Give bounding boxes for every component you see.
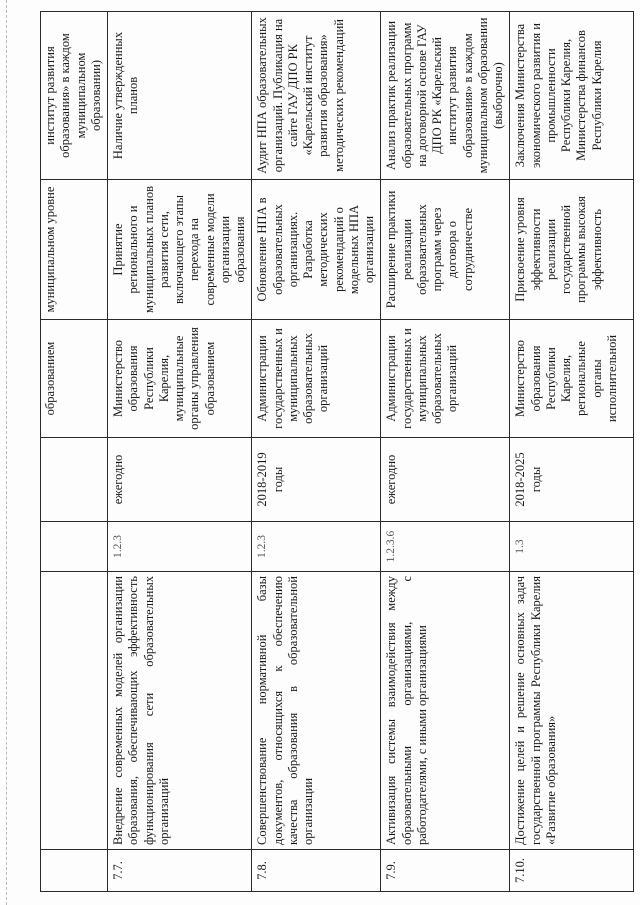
measure-title: Внедрение современных моделей организации образования, обеспечивающих эффективность функционирования сети образовательных организаций	[108, 572, 252, 850]
table-row	[381, 12, 510, 892]
expected-result: Присвоение уровня эффективности реализации государственной программы высокая эффективность	[510, 180, 634, 320]
executor: Министерство образования Республики Карелия, региональные органы исполнительной	[510, 320, 634, 438]
cell-number	[41, 850, 108, 892]
table-row	[108, 12, 252, 892]
task-code: 1.3	[510, 522, 634, 572]
row-number: 7.8.	[252, 850, 381, 892]
deadline: 2018-2019 годы	[252, 438, 381, 522]
measure-title: Совершенствование нормативной базы документов, относящихся к обеспечению качества образования в образовательной организации	[252, 572, 381, 850]
measure-title: Достижение целей и решение основных задач государственной программы Республики Карелия «Развитие образования»	[510, 572, 634, 850]
expected-result: Принятие регионального и муниципальных планов развития сети, включающего этапы перехода на современные модели организации образования	[108, 180, 252, 320]
cell-indicator: институт развития образования» в каждом муниципальном образовании)	[41, 12, 108, 180]
row-number: 7.10.	[510, 850, 634, 892]
expected-result: Обновление НПА в образовательных организациях. Разработка методических рекомендаций о модельных НПА организации	[252, 180, 381, 320]
cell-title	[41, 572, 108, 850]
table-row	[510, 12, 634, 892]
plan-table	[40, 11, 634, 892]
cell-result: муниципальном уровне	[41, 180, 108, 320]
table-row	[252, 12, 381, 892]
rotated-table-wrapper	[40, 12, 619, 892]
executor: Министерство образования Республики Карелия, муниципальные органы управления образованием	[108, 320, 252, 438]
row-number: 7.7.	[108, 850, 252, 892]
row-number: 7.9.	[381, 850, 510, 892]
deadline: ежегодно	[108, 438, 252, 522]
task-code: 1.2.3.6	[381, 522, 510, 572]
table-row-header-continuation	[41, 12, 108, 892]
deadline: ежегодно	[381, 438, 510, 522]
indicator: Наличие утвержденных планов	[108, 12, 252, 180]
indicator: Анализ практик реализации образовательных программ на договорной основе ГАУ ДПО РК «Карельский институт развития образования» в каждом муниципальном образовании (выборочно)	[381, 12, 510, 180]
deadline: 2018-2025 годы	[510, 438, 634, 522]
measure-title: Активизация системы взаимодействия между образовательными организациями, с работодателями, с иными организациями	[381, 572, 510, 850]
cell-term	[41, 438, 108, 522]
task-code: 1.2.3	[108, 522, 252, 572]
task-code: 1.2.3	[252, 522, 381, 572]
executor: Администрации государственных и муниципальных образовательных организаций	[381, 320, 510, 438]
cell-executor: образованием	[41, 320, 108, 438]
indicator: Аудит НПА образовательных организаций. Публикация на сайте ГАУ ДПО РК «Карельский институт развития образования» методических рекомендаций	[252, 12, 381, 180]
expected-result: Расширение практики реализации образовательных программ через договора о сотрудничестве	[381, 180, 510, 320]
cell-code	[41, 522, 108, 572]
indicator: Заключения Министерства экономического развития и промышленности Республики Карелия, Министерства финансов Республики Карелия	[510, 12, 634, 180]
binder-edge	[0, 0, 7, 905]
executor: Администрации государственных и муниципальных образовательных организаций	[252, 320, 381, 438]
